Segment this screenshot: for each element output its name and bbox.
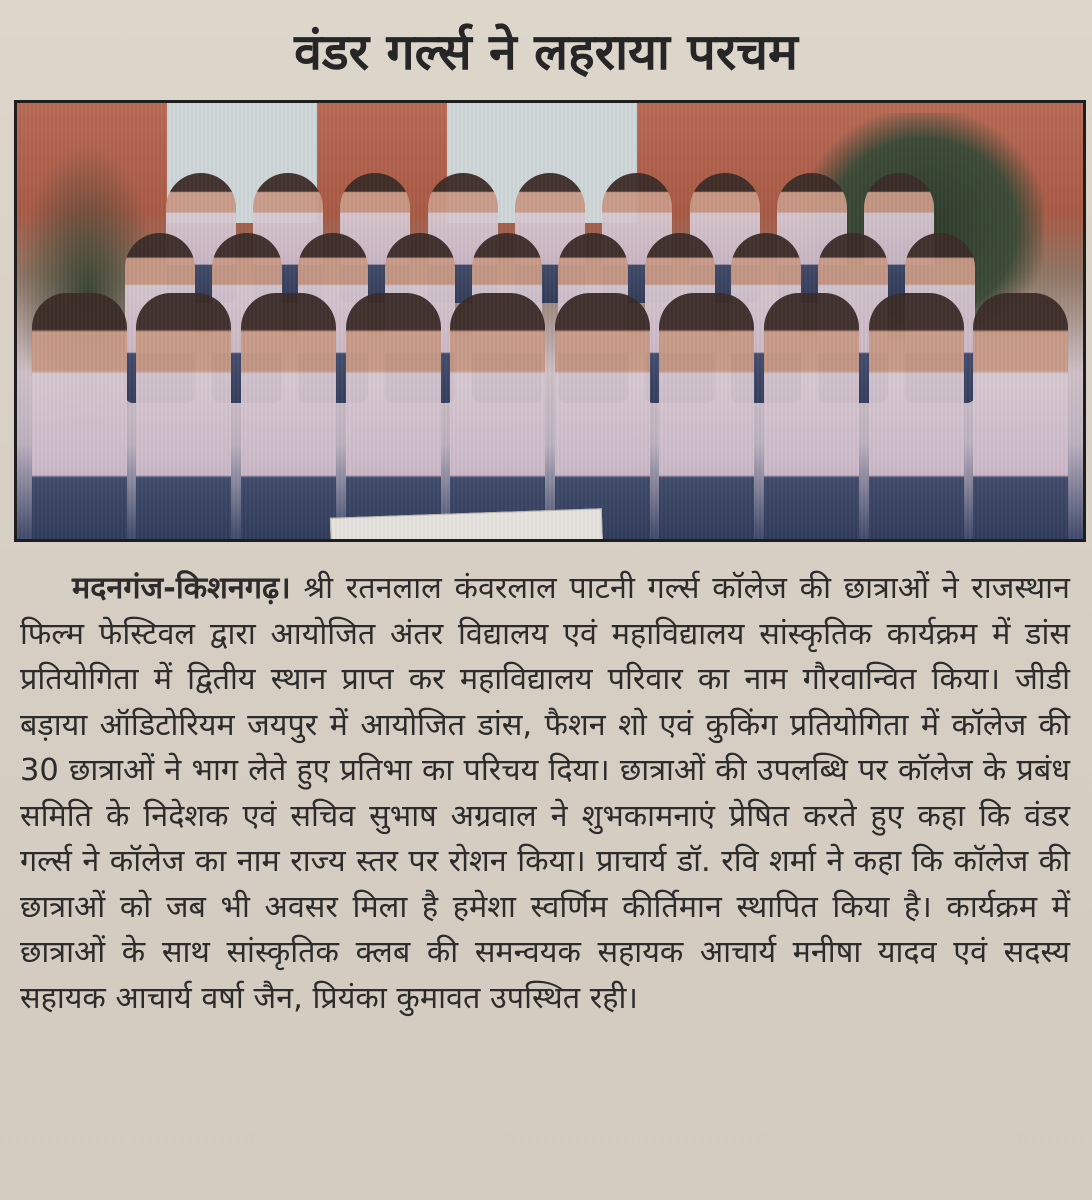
article-headline: वंडर गर्ल्स ने लहराया परचम bbox=[294, 23, 798, 81]
group-photo bbox=[14, 100, 1086, 542]
article-body-text: श्री रतनलाल कंवरलाल पाटनी गर्ल्स कॉलेज की छात्राओं ने राजस्थान फिल्म फेस्टिवल द्वारा आयोजित अंतर विद्यालय एवं महाविद्यालय सांस्कृतिक कार्यक्रम में डांस प्रतियोगिता में द्वितीय स्थान प्राप्त कर महाविद्यालय परिवार का नाम गौरवान्वित किया। जीडी बड़ाया ऑडिटोरियम जयपुर में आयोजित डांस, फैशन शो एवं कुकिंग प्रतियोगिता में कॉलेज की 30 छात्राओं ने भाग लेते हुए प्रतिभा का परिचय दिया। छात्राओं की उपलब्धि पर कॉलेज के प्रबंध समिति के निदेशक एवं सचिव सुभाष अग्रवाल ने शुभकामनाएं प्रेषित करते हुए कहा कि वंडर गर्ल्स ने कॉलेज का नाम राज्य स्तर पर रोशन किया। प्राचार्य डॉ. रवि शर्मा ने कहा कि कॉलेज की छात्राओं को जब भी अवसर मिला है हमेशा स्वर्णिम कीर्तिमान स्थापित किया है। कार्यक्रम में छात्राओं के साथ सांस्कृतिक क्लब की समन्वयक सहायक आचार्य मनीषा यादव एवं सदस्य सहायक आचार्य वर्षा जैन, प्रियंका कुमावत उपस्थित रही। bbox=[20, 571, 1070, 1016]
article-body bbox=[20, 566, 1070, 1021]
article-dateline: मदनगंज-किशनगढ़। bbox=[72, 571, 291, 606]
